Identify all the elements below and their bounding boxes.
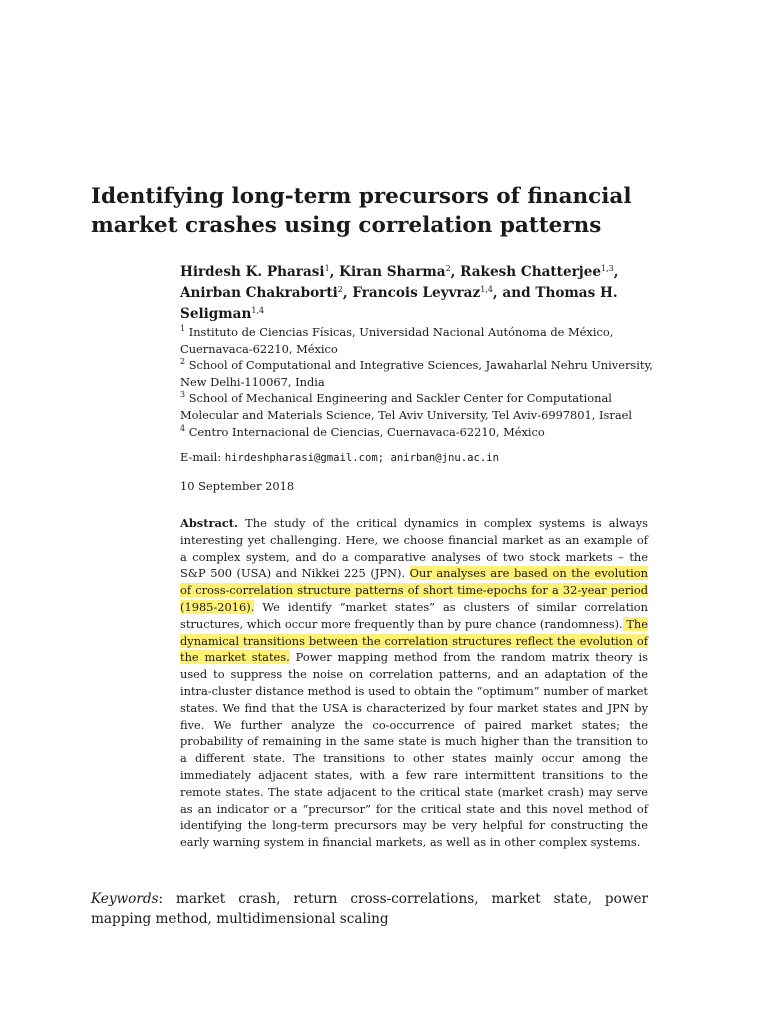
author-affiliation-mark: 2 [445,264,451,273]
affiliation-number: 3 [180,390,186,400]
author-2 [339,264,460,280]
affiliation-text: School of Computational and Integrative Sciences, Jawaharlal Nehru University, New Delhi-110067, India [180,358,654,389]
author-separator: , [450,264,461,280]
author-name: Anirban Chakraborti [180,285,338,301]
author-list [180,262,650,325]
author-separator: , [342,285,353,301]
author-affiliation-mark: 2 [337,285,343,294]
email-addresses[interactable]: hirdeshpharasi@gmail.com; anirban@jnu.ac.in [224,452,499,464]
affiliation-number: 2 [180,357,186,367]
abstract-text: We identify “market states” as clusters of similar correlation structures, which occur more frequently than by pure chance (randomness). [180,599,648,631]
affiliation-text: Instituto de Ciencias Físicas, Universidad Nacional Autónoma de México, Cuernavaca-62210, México [180,325,614,356]
affiliation-1 [180,324,660,357]
affiliation-3 [180,390,660,423]
abstract-label: Abstract. [180,516,239,530]
affiliation-4 [180,424,660,441]
abstract-highlight: Our analyses are based on the evolution of cross-correlation structure patterns of short time-epochs for a 32-year period (1985-2016). [180,566,648,614]
author-affiliation-mark: 1,4 [480,285,493,294]
email-label: E-mail: [180,450,222,464]
keywords-text: : market crash, return cross-correlations, market state, power mapping method, multidimensional scaling [91,891,648,927]
abstract-text: The study of the critical dynamics in complex systems is always interesting yet challenging. Here, we choose financial market as an example of a complex system, and do a comparative analyses of two stock markets – the S&P 500 (USA) and Nikkei 225 (JPN). [180,516,648,581]
affiliation-2 [180,357,660,390]
author-1 [180,264,339,280]
affiliation-text: School of Mechanical Engineering and Sackler Center for Computational Molecular and Materials Science, Tel Aviv University, Tel Aviv-6997801, Israel [180,391,633,422]
affiliation-list [180,324,660,440]
author-separator: , and [492,285,536,301]
author-separator: , [613,264,619,280]
abstract-text: Power mapping method from the random matrix theory is used to suppress the noise on correlation patterns, and an adaptation of the intra-cluster distance method is used to obtain the “optimum” number of market states. We find that the USA is characterized by four market states and JPN by five. We further analyze the co-occurrence of paired market states; the probability of remaining in the same state is much higher than the transition to a different state. The transitions to other states mainly occur among the immediately adjacent states, with a few rare intermittent transitions to the remote states. The state adjacent to the critical state (market crash) may serve as an indicator or a “precursor” for the critical state and this novel method of identifying the long-term precursors may be very helpful for constructing the early warning system in financial markets, as well as in other complex systems. [180,650,648,850]
contact-email [180,450,499,464]
author-5 [352,285,535,301]
affiliation-number: 4 [180,423,186,433]
author-name: Francois Leyvraz [352,285,481,301]
author-name: Thomas H. Seligman [180,285,618,322]
publication-date: 10 September 2018 [180,479,295,493]
author-separator: , [329,264,340,280]
author-4 [180,285,352,301]
affiliation-text: Centro Internacional de Ciencias, Cuernavaca-62210, México [188,424,545,439]
keywords [91,889,648,929]
keywords-label: Keywords [91,891,159,907]
affiliation-number: 1 [180,324,186,333]
author-affiliation-mark: 1,4 [251,306,265,315]
abstract-highlight: The dynamical transitions between the correlation structures reflect the evolution of the market states. [180,616,648,665]
author-affiliation-mark: 1 [324,264,330,273]
author-affiliation-mark: 1,3 [601,264,614,273]
paper-title: Identifying long-term precursors of financial market crashes using correlation patterns [91,184,632,238]
abstract [180,515,648,851]
author-3 [460,264,618,280]
author-name: Hirdesh K. Pharasi [180,264,325,280]
author-name: Kiran Sharma [339,264,446,280]
author-name: Rakesh Chatterjee [460,264,601,280]
